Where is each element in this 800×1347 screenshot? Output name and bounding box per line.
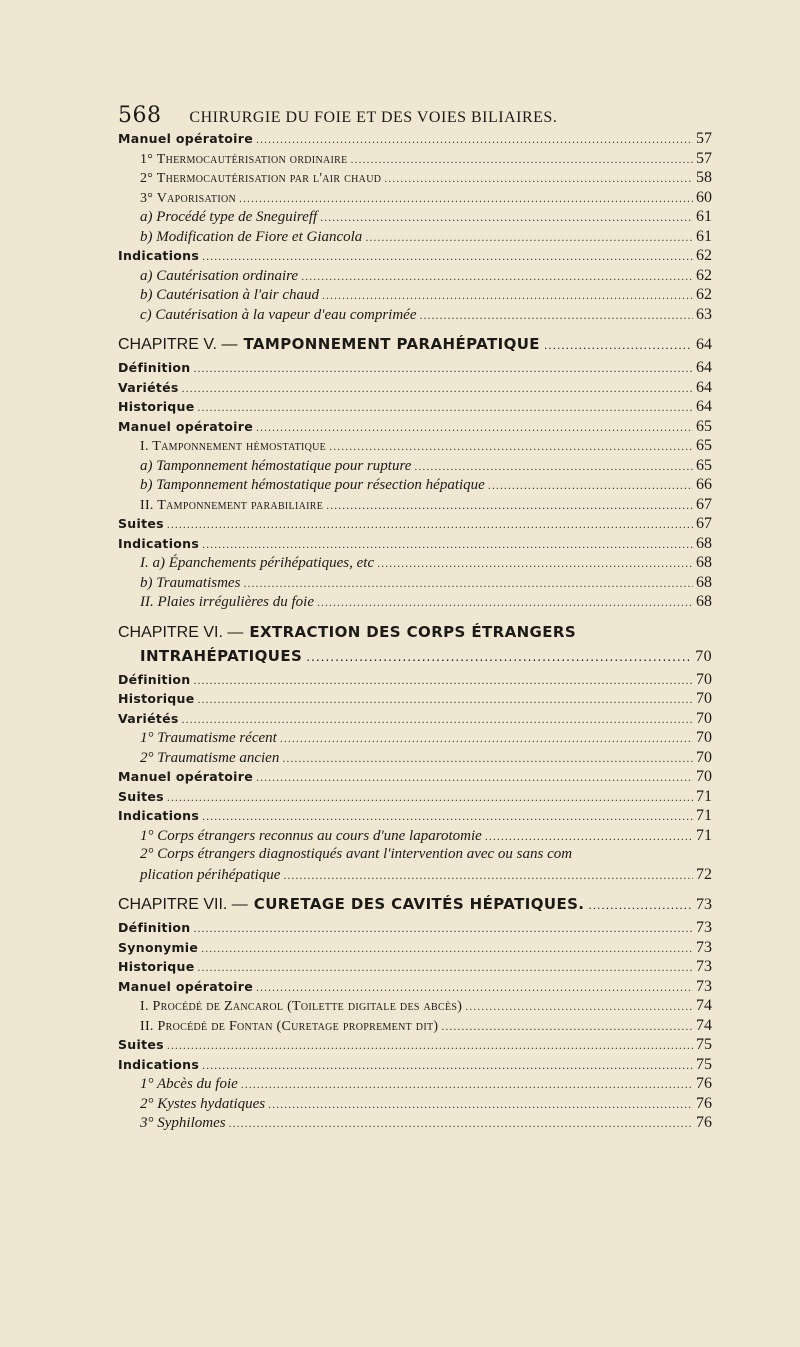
toc-entry (118, 359, 712, 379)
entry-page: 68 (696, 534, 712, 552)
entry-page: 74 (696, 997, 712, 1014)
entry-label: 1° Abcès du foie (140, 1076, 238, 1092)
entry-label: a) Tamponnement hémostatique pour rupture (140, 457, 412, 474)
entry-page: 74 (696, 1016, 712, 1034)
leader-dots (229, 1116, 693, 1131)
leader-dots (301, 269, 693, 284)
entry-label: 3° Vaporisation (140, 190, 237, 206)
entry-page: 62 (696, 286, 712, 303)
entry-label: I. Tamponnement hémostatique (140, 439, 327, 454)
leader-dots (198, 400, 693, 415)
leader-dots (488, 478, 693, 493)
leader-dots (201, 941, 693, 956)
chapter-number: CHAPITRE VI. — (118, 623, 244, 641)
toc-entry (118, 130, 712, 150)
entry-label: Suites (118, 788, 164, 804)
chapter-title: CURETAGE DES CAVITÉS HÉPATIQUES. (253, 895, 585, 913)
toc-entry (118, 978, 712, 998)
toc-entry (118, 169, 712, 189)
wrapped-entry-first: 2° Corps étrangers diagnostiqués avant l'intervention avec ou sans com (140, 846, 573, 862)
entry-page: 73 (696, 958, 712, 975)
entry-label: Manuel opératoire (118, 131, 253, 146)
chapter-page: 73 (696, 896, 712, 913)
entry-label: b) Cautérisation à l'air chaud (140, 287, 320, 303)
leader-dots (326, 498, 693, 513)
page-number: 568 (118, 103, 162, 128)
leader-dots (465, 999, 693, 1014)
entry-label: Indications (118, 248, 200, 263)
table-of-contents (118, 130, 712, 1134)
toc-entry (118, 228, 712, 248)
leader-dots (202, 249, 693, 264)
entry-page: 75 (696, 1036, 712, 1053)
entry-page: 64 (696, 378, 712, 396)
toc-entry (118, 768, 712, 788)
entry-label: a) Cautérisation ordinaire (140, 267, 299, 284)
toc-entry (118, 476, 712, 496)
leader-dots (202, 537, 693, 552)
entry-page: 71 (696, 807, 712, 824)
entry-page: 65 (696, 417, 712, 435)
entry-label: Manuel opératoire (118, 769, 253, 784)
entry-label: Définition (118, 671, 191, 687)
entry-label: Suites (118, 516, 164, 531)
entry-label: 1° Thermocautérisation ordinaire (140, 151, 348, 167)
entry-label: 3° Syphilomes (140, 1115, 226, 1131)
entry-label: I. Procédé de Zancarol (Toilette digitale des abcès) (140, 999, 463, 1014)
toc-entry (118, 457, 712, 477)
leader-dots (194, 361, 693, 376)
entry-label: Suites (118, 1037, 164, 1052)
entry-label: 1° Traumatisme récent (140, 730, 277, 746)
entry-label: Variétés (118, 379, 179, 395)
leader-dots (239, 191, 693, 206)
toc-entry (118, 1036, 712, 1056)
toc-entry (118, 939, 712, 959)
entry-page: 76 (696, 1094, 712, 1112)
entry-label: c) Cautérisation à la vapeur d'eau comprimée (140, 306, 417, 323)
entry-page: 75 (696, 1055, 712, 1073)
entry-page: 65 (696, 437, 712, 454)
toc-entry (118, 1095, 712, 1115)
entry-page: 72 (696, 865, 712, 883)
toc-entry (118, 286, 712, 306)
entry-page: 73 (696, 977, 712, 995)
leader-dots (256, 132, 693, 147)
entry-label: Indications (118, 808, 200, 823)
wrapped-entry-second (118, 866, 712, 886)
leader-dots (351, 152, 694, 167)
toc-entry (118, 729, 712, 749)
entry-label: Historique (118, 959, 195, 974)
entry-page: 73 (696, 938, 712, 956)
toc-entry (118, 496, 712, 516)
leader-dots (420, 308, 694, 323)
toc-entry (118, 1056, 712, 1076)
running-title: CHIRURGIE DU FOIE ET DES VOIES BILIAIRES. (189, 109, 558, 126)
leader-dots (256, 980, 693, 995)
toc-entry (118, 535, 712, 555)
entry-label: b) Modification de Fiore et Giancola (140, 228, 363, 245)
entry-label: Historique (118, 399, 195, 414)
entry-page: 67 (696, 495, 712, 513)
leader-dots (202, 809, 693, 824)
toc-entry (118, 671, 712, 691)
entry-page: 76 (696, 1114, 712, 1131)
toc-entry (118, 710, 712, 730)
toc-entry (118, 1114, 712, 1134)
entry-page: 68 (696, 593, 712, 610)
entry-label: Variétés (118, 710, 179, 726)
entry-label: a) Procédé type de Sneguireff (140, 209, 318, 225)
toc-entry (118, 208, 712, 228)
entry-page: 57 (696, 149, 712, 167)
leader-dots (588, 898, 692, 912)
leader-dots (414, 459, 693, 474)
chapter-7-entries (118, 919, 712, 1134)
leader-dots (198, 692, 693, 707)
entry-label: Indications (118, 1056, 200, 1072)
leader-dots (241, 1077, 693, 1092)
entry-label: 1° Corps étrangers reconnus au cours d'une laparotomie (140, 827, 482, 844)
chapter-title: TAMPONNEMENT PARAHÉPATIQUE (243, 335, 540, 353)
leader-dots (317, 595, 693, 610)
entry-label: II. Procédé de Fontan (Curetage proprement dit) (140, 1018, 439, 1034)
leader-dots (167, 790, 693, 805)
leader-dots (280, 731, 693, 746)
entry-label: b) Tamponnement hémostatique pour résection hépatique (140, 477, 485, 493)
chapter-number: CHAPITRE V. — (118, 336, 238, 353)
leader-dots (365, 230, 693, 245)
entry-page: 76 (696, 1075, 712, 1092)
entry-label: II. Plaies irrégulières du foie (140, 594, 314, 610)
leader-dots (306, 650, 691, 664)
entry-page: 66 (696, 476, 712, 493)
leader-dots (283, 868, 693, 883)
toc-entry (118, 267, 712, 287)
toc-entry (118, 958, 712, 978)
chapter-7-heading (118, 895, 712, 919)
entry-page: 70 (696, 690, 712, 707)
entry-label: plication périhépatique (140, 866, 281, 883)
entry-page: 70 (696, 748, 712, 766)
chapter-6-heading (118, 623, 712, 647)
leader-dots (256, 770, 693, 785)
entry-label: Indications (118, 535, 200, 551)
leader-dots (441, 1019, 693, 1034)
toc-entry (118, 1017, 712, 1037)
leader-dots (329, 439, 693, 454)
entry-label: Définition (118, 360, 191, 375)
toc-entry (118, 788, 712, 808)
leader-dots (167, 517, 693, 532)
entry-page: 61 (696, 227, 712, 245)
entry-page: 64 (696, 359, 712, 376)
chapter-5-entries (118, 359, 712, 613)
entry-label: 2° Thermocautérisation par l'air chaud (140, 171, 382, 186)
entry-page: 70 (696, 768, 712, 785)
toc-entry (118, 690, 712, 710)
leader-dots (182, 712, 693, 727)
entry-label: Manuel opératoire (118, 978, 253, 994)
toc-entry (118, 189, 712, 209)
toc-entry (118, 515, 712, 535)
entry-page: 63 (696, 305, 712, 323)
toc-entry (118, 437, 712, 457)
toc-entry (118, 247, 712, 267)
toc-entry (118, 574, 712, 594)
leader-dots (268, 1097, 693, 1112)
entry-page: 58 (696, 169, 712, 186)
chapter-6-heading-cont (118, 647, 712, 671)
entry-page: 68 (696, 554, 712, 571)
toc-entry (118, 150, 712, 170)
entry-page: 71 (696, 826, 712, 844)
entry-page: 68 (696, 573, 712, 591)
leader-dots (384, 171, 693, 186)
entry-page: 57 (696, 130, 712, 147)
entry-page: 71 (696, 787, 712, 805)
chapter-page: 70 (695, 647, 712, 665)
leader-dots (544, 338, 692, 352)
toc-entry (118, 1075, 712, 1095)
chapter-title-cont: INTRAHÉPATIQUES (140, 646, 303, 665)
chapter-6-entries (118, 671, 712, 847)
entry-label: b) Traumatismes (140, 574, 241, 591)
entry-page: 60 (696, 188, 712, 206)
entry-page: 65 (696, 456, 712, 474)
toc-entry (118, 379, 712, 399)
toc-entry (118, 997, 712, 1017)
entry-label: Manuel opératoire (118, 418, 253, 434)
leader-dots (194, 921, 693, 936)
entry-page: 70 (696, 670, 712, 688)
leader-dots (377, 556, 693, 571)
entry-page: 70 (696, 729, 712, 746)
toc-entry (118, 749, 712, 769)
chapter-title: EXTRACTION DES CORPS ÉTRANGERS (249, 622, 577, 641)
leader-dots (322, 288, 693, 303)
chapter-number: CHAPITRE VII. — (118, 896, 248, 913)
entry-page: 62 (696, 247, 712, 264)
chapter-5-heading (118, 335, 712, 359)
leader-dots (256, 420, 693, 435)
entry-page: 73 (696, 919, 712, 936)
entry-label: Synonymie (118, 939, 199, 955)
leader-dots (485, 829, 693, 844)
leader-dots (282, 751, 693, 766)
toc-entry (118, 593, 712, 613)
entry-page: 67 (696, 515, 712, 532)
entry-page: 64 (696, 398, 712, 415)
toc-entry (118, 306, 712, 326)
chapter-page: 64 (696, 336, 712, 353)
leader-dots (243, 576, 693, 591)
entry-page: 62 (696, 266, 712, 284)
leader-dots (167, 1038, 693, 1053)
entry-label: II. Tamponnement parabiliaire (140, 497, 324, 513)
entry-label: 2° Kystes hydatiques (140, 1095, 266, 1112)
entry-page: 61 (696, 208, 712, 225)
toc-entry (118, 418, 712, 438)
leader-dots (320, 210, 693, 225)
entry-page: 70 (696, 709, 712, 727)
toc-entry (118, 919, 712, 939)
entry-label: 2° Traumatisme ancien (140, 749, 280, 766)
leader-dots (202, 1058, 693, 1073)
toc-entry (118, 807, 712, 827)
toc-entry (118, 554, 712, 574)
leader-dots (182, 381, 693, 396)
leader-dots (198, 960, 693, 975)
entry-label: Historique (118, 691, 195, 706)
toc-entry (118, 398, 712, 418)
entry-label: Définition (118, 920, 191, 935)
entry-label: I. a) Épanchements périhépatiques, etc (140, 555, 375, 571)
page-header (118, 103, 710, 128)
top-entries (118, 130, 712, 325)
leader-dots (194, 673, 693, 688)
toc-entry (118, 827, 712, 847)
